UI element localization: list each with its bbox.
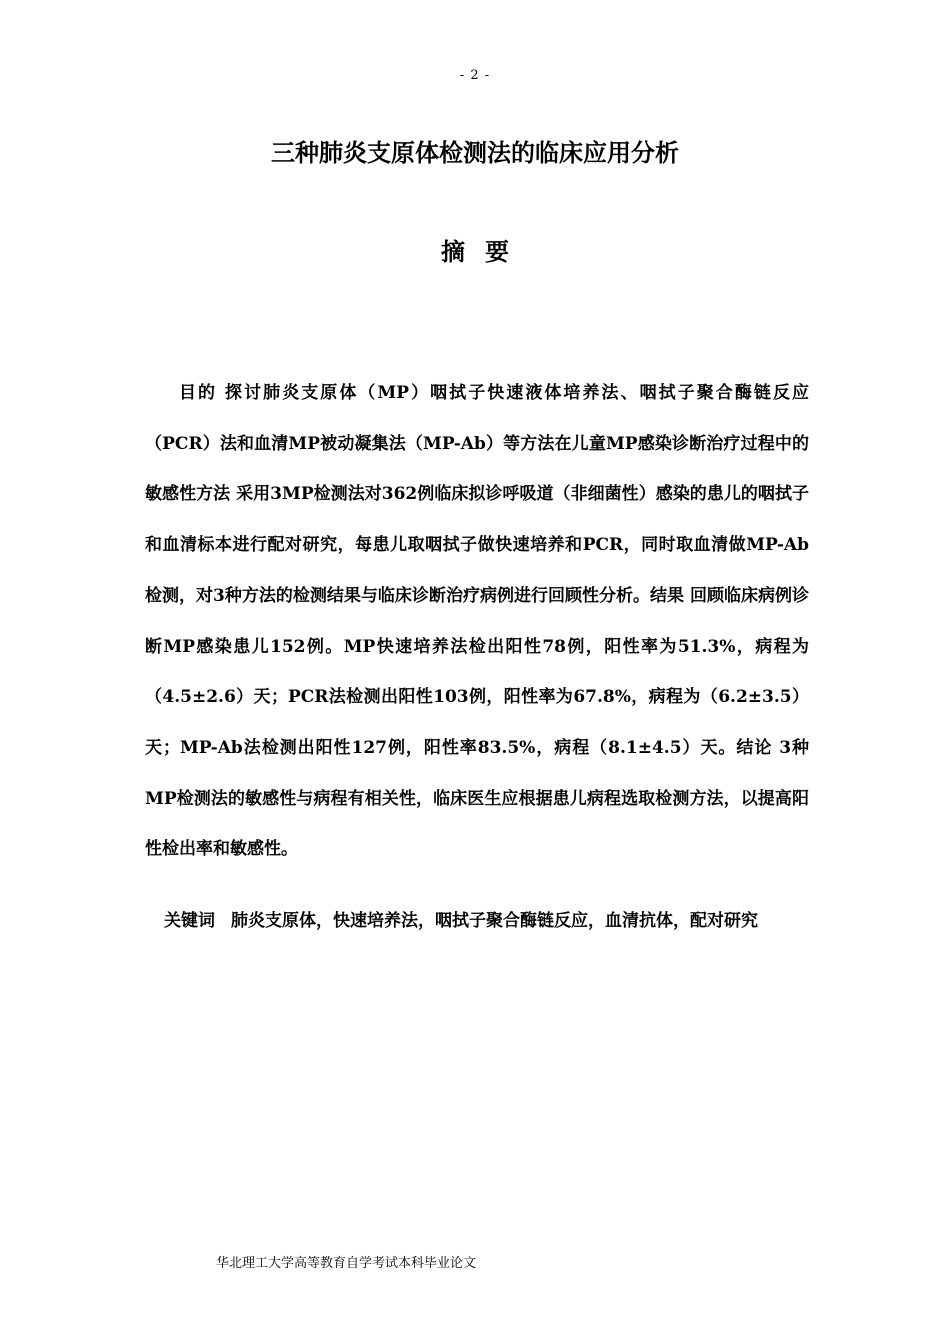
keywords-text: 肺炎支原体，快速培养法，咽拭子聚合酶链反应，血清抗体，配对研究: [231, 911, 758, 931]
footer-text: 华北理工大学高等教育自学考试本科毕业论文: [216, 1256, 477, 1271]
abstract-body: 目的 探讨肺炎支原体（MP）咽拭子快速液体培养法、咽拭子聚合酶链反应（PCR）法和血清MP被动凝集法（MP-Ab）等方法在儿童MP感染诊断治疗过程中的敏感性方法 采用3MP检测法对362例临床拟诊呼吸道（非细菌性）感染的患儿的咽拭子和血清标本进行配对研究，每患儿取咽拭子做快速培养和PCR，同时取血清做MP-Ab检测，对3种方法的检测结果与临床诊断治疗病例进行回顾性分析。结果 回顾临床病例诊断MP感染患儿152例。MP快速培养法检出阳性78例，阳性率为51.3%，病程为（4.5±2.6）天；PCR法检测出阳性103例，阳性率为67.8%，病程为（6.2±3.5）天；MP-Ab法检测出阳性127例，阳性率83.5%，病程（8.1±4.5）天。结论 3种MP检测法的敏感性与病程有相关性，临床医生应根据患儿病程选取检测方法，以提高阳性检出率和敏感性。: [145, 383, 809, 860]
keywords-label: 关键词: [164, 911, 215, 931]
page-number: - 2 -: [459, 68, 491, 83]
page-title: 三种肺炎支原体检测法的临床应用分析: [271, 139, 679, 167]
keywords: [164, 906, 814, 931]
abstract-heading: 摘要: [441, 238, 529, 266]
